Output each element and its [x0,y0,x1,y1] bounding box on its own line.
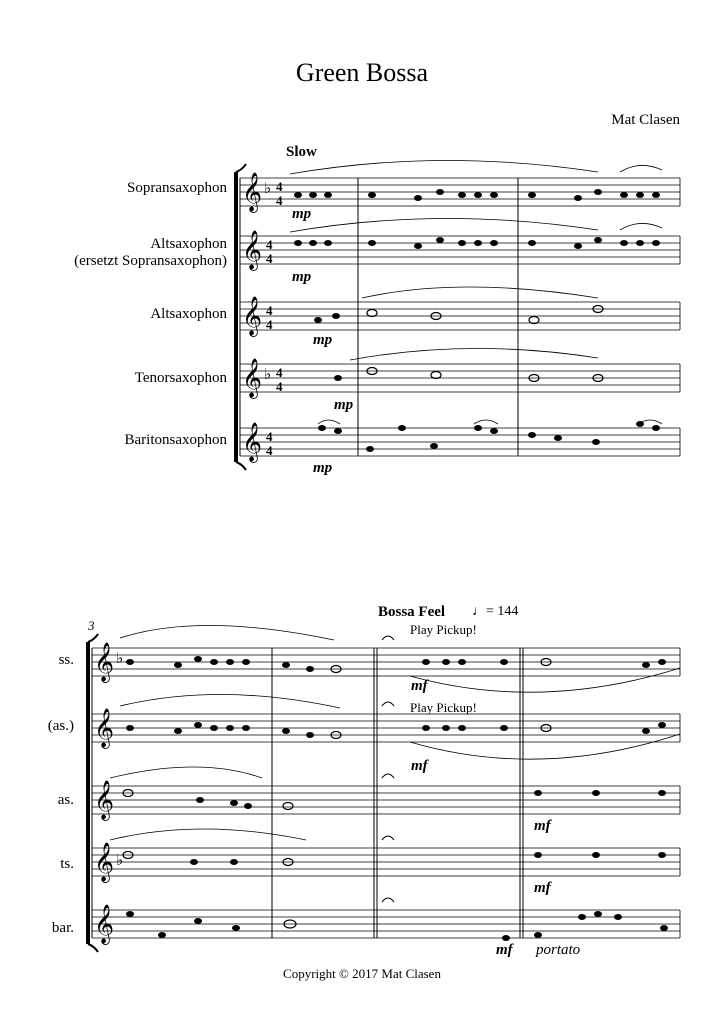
dynamic-mf-bar: mf [496,942,513,958]
tempo-marking-bossa: Bossa Feel [378,604,446,620]
dynamic-mp-soprano: mp [292,206,312,222]
staff2-as-paren [92,714,680,742]
staff-alto1 [240,236,680,264]
svg-text:𝄞: 𝄞 [242,172,263,212]
instrument-label-tenor: Tenorsaxophon [134,370,227,386]
staff2-bar [92,910,680,938]
staff-alto2 [240,302,680,330]
svg-text:𝄞: 𝄞 [94,904,115,944]
instrument-abbrev-ss: ss. [58,652,74,668]
svg-text:4: 4 [276,179,283,194]
svg-text:4: 4 [266,251,273,266]
dynamic-mf-ss: mf [411,678,428,694]
svg-text:𝄞: 𝄞 [242,230,263,270]
metronome-value: = 144 [486,604,519,619]
svg-text:4: 4 [266,443,273,458]
staff2-ts [92,848,680,876]
svg-text:4: 4 [266,303,273,318]
svg-text:𝄞: 𝄞 [94,642,115,682]
staff-soprano [240,178,680,206]
play-pickup-as: Play Pickup! [410,700,477,715]
copyright-notice: Copyright © 2017 Mat Clasen [283,966,441,981]
composer-name: Mat Clasen [611,112,680,128]
svg-text:𝄞: 𝄞 [94,780,115,820]
svg-text:𝄞: 𝄞 [94,708,115,748]
staff2-as [92,786,680,814]
instrument-abbrev-ts: ts. [60,856,74,872]
instrument-label-alto2: Altsaxophon [150,306,227,322]
metronome-marking: ♩= 144 [472,604,519,619]
dynamic-mp-baritone: mp [313,460,333,476]
svg-text:♭: ♭ [264,179,272,197]
instrument-label-alto1-note: (ersetzt Sopransaxophon) [74,253,227,269]
dynamic-mp-tenor: mp [334,397,354,413]
instrument-label-soprano: Sopransaxophon [127,180,227,196]
tempo-marking-slow: Slow [286,144,317,160]
svg-text:𝄞: 𝄞 [242,296,263,336]
staff-tenor [240,364,680,392]
svg-text:4: 4 [266,317,273,332]
svg-text:𝄞: 𝄞 [242,358,263,398]
svg-text:4: 4 [266,429,273,444]
svg-text:♭: ♭ [264,365,272,383]
staff-baritone [240,428,680,456]
svg-text:4: 4 [276,379,283,394]
staff2-ss [92,648,680,676]
portato-marking: portato [536,942,581,958]
svg-text:4: 4 [276,193,283,208]
play-pickup-ss: Play Pickup! [410,622,477,637]
dynamic-mf-ts: mf [534,880,551,896]
measure-number: 3 [88,618,95,633]
dynamic-mf-as-paren: mf [411,758,428,774]
svg-text:4: 4 [266,237,273,252]
instrument-abbrev-as-paren: (as.) [47,718,74,734]
score-title: Green Bossa [295,58,429,87]
dynamic-mf-as: mf [534,818,551,834]
instrument-abbrev-as: as. [57,792,74,808]
dynamic-mp-alto2: mp [313,332,333,348]
instrument-abbrev-bar: bar. [51,920,74,936]
instrument-label-alto1: Altsaxophon [150,236,227,252]
svg-text:♭: ♭ [116,649,124,667]
dynamic-mp-alto1: mp [292,269,312,285]
svg-text:4: 4 [276,365,283,380]
svg-text:𝄞: 𝄞 [242,422,263,462]
instrument-label-baritone: Baritonsaxophon [124,432,227,448]
svg-text:♭: ♭ [116,851,124,869]
svg-text:𝄞: 𝄞 [94,842,115,882]
